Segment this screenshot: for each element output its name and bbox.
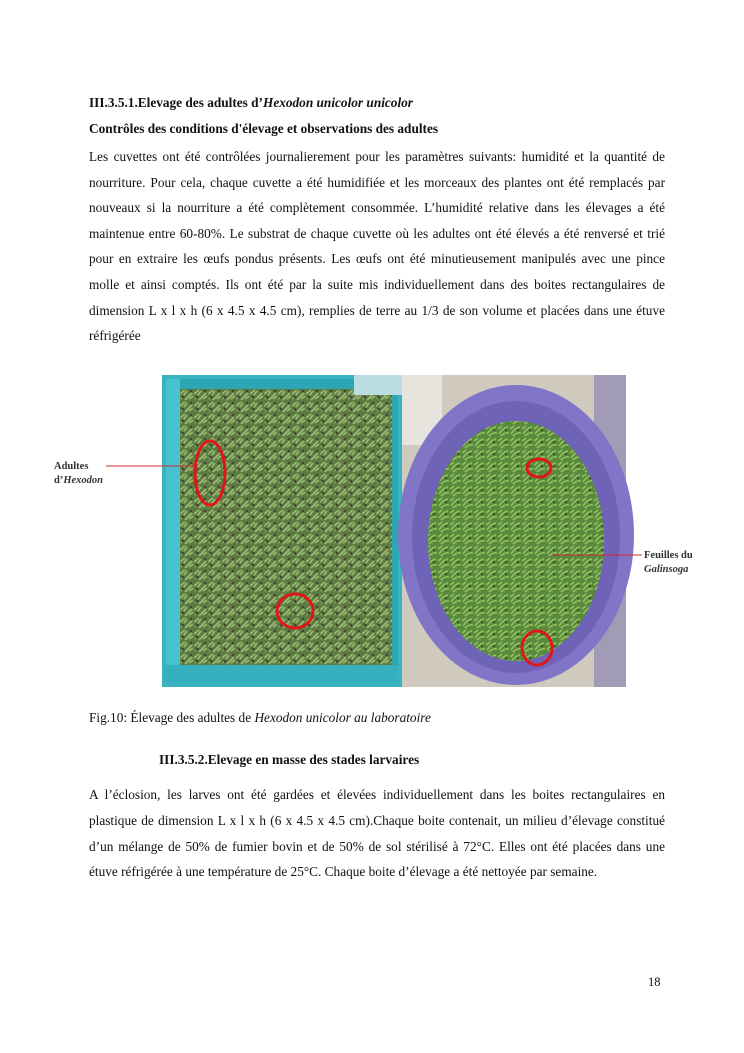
section-heading-adultes: [89, 95, 413, 111]
caption-italic-text: Hexodon unicolor au laboratoire: [254, 710, 431, 725]
caption-text: Fig.10: Élevage des adultes de: [89, 710, 255, 725]
heading-species-name: Hexodon unicolor unicolor: [262, 95, 413, 110]
label-feuilles-du: Feuilles du: [644, 550, 693, 561]
label-hexodon: d’Hexodon: [54, 475, 104, 486]
page-number: 18: [648, 975, 661, 989]
section-heading-larvaires: III.3.5.2.Elevage en masse des stades larvaires: [159, 752, 420, 767]
heading-text: III.3.5.1.Elevage des adultes d’: [89, 95, 263, 110]
left-photo: [162, 375, 402, 687]
paragraph-larvaires: A l’éclosion, les larves ont été gardées et élevées individuellement dans les boites rectangulaires en plastique de dimension L x l x h (6 x 4.5 x 4.5 cm).Chaque boite contenait, un milieu d’élevage constitué d’un mélange de 50% de fumier bovin et de 50% de sol stérilisé à 72°C. Elles ont été placées dans une étuve réfrigérée à une température de 25°C. Chaque boite d’élevage a été nettoyée par semaine.: [89, 787, 665, 880]
figure-caption: [89, 710, 431, 726]
right-photo: [398, 375, 634, 687]
label-galinsoga: Galinsoga: [644, 564, 689, 575]
label-adultes: Adultes: [54, 461, 89, 472]
figure-photo: [54, 365, 698, 690]
subheading-controles: Contrôles des conditions d'élevage et observations des adultes: [89, 121, 439, 136]
paragraph-controles: Les cuvettes ont été contrôlées journalierement pour les paramètres suivants: humidité et la quantité de nourriture. Pour cela, chaque cuvette a été humidifiée et les morceaux des plantes ont été remplacés par nouveaux si la nourriture a été complètement consommée. L’humidité relative dans les élevages a été maintenue entre 60-80%. Le substrat de chaque cuvette où les adultes ont été élevés a été renversé et trié pour en extraire les œufs pondus présents. Les œufs ont été minutieusement manipulés avec une pince molle et ainsi comptés. Ils ont été par la suite mis individuellement dans des boites rectangulaires de dimension L x l x h (6 x 4.5 x 4.5 cm), remplies de terre au 1/3 de son volume et placées dans une étuve réfrigérée: [89, 149, 665, 344]
